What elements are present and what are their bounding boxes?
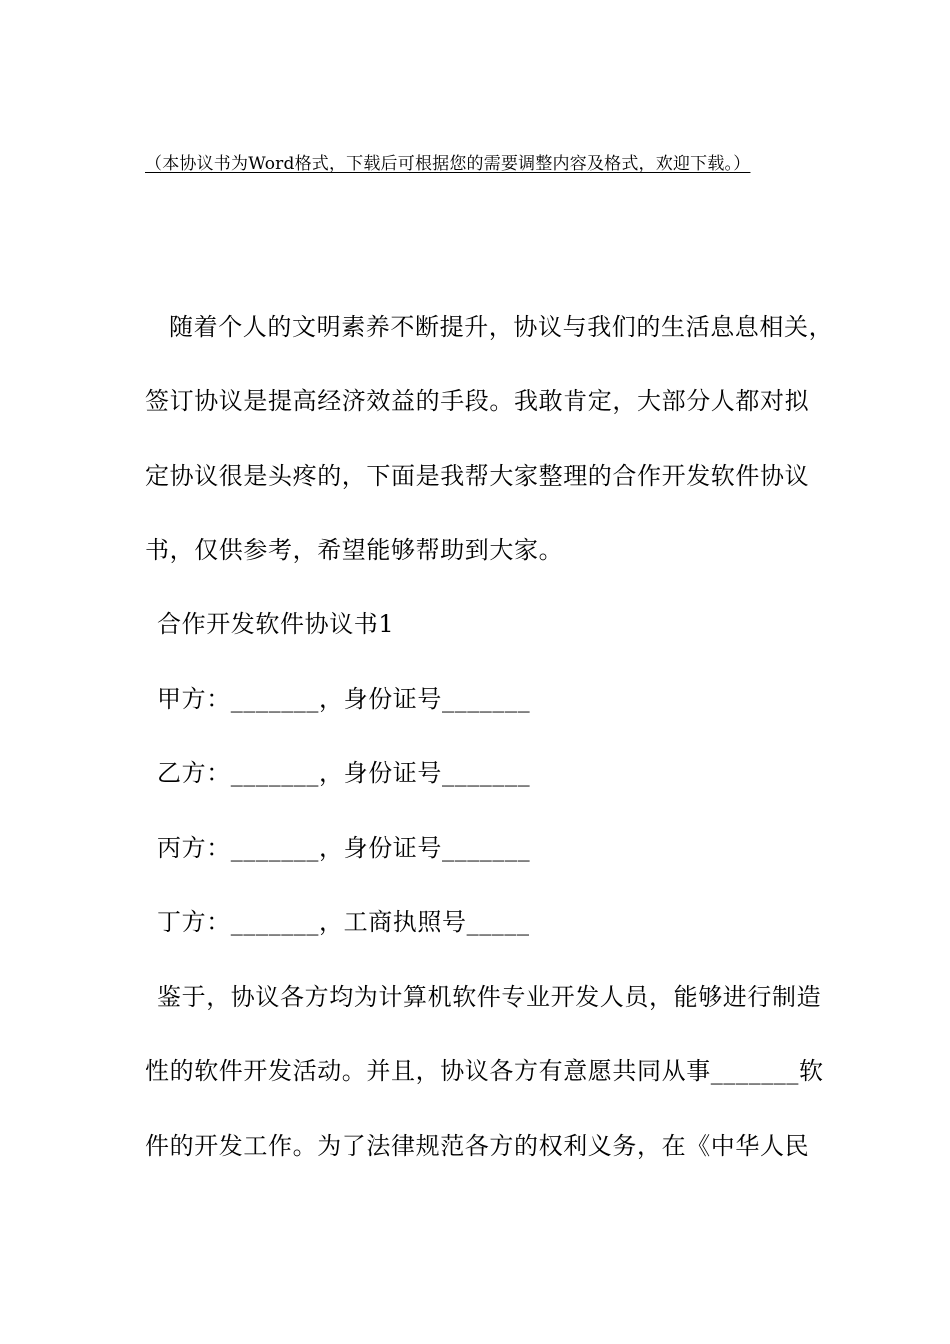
intro-line: 签订协议是提高经济效益的手段。我敢肯定，大部分人都对拟 xyxy=(145,387,810,415)
party-line-d: 丁方：_______，工商执照号_____ xyxy=(157,908,530,936)
intro-line: 书，仅供参考，希望能够帮助到大家。 xyxy=(145,536,564,564)
body-line: 件的开发工作。为了法律规范各方的权利义务，在《中华人民 xyxy=(145,1132,810,1160)
body-line: 性的软件开发活动。并且，协议各方有意愿共同从事_______软 xyxy=(145,1057,824,1085)
section-title: 合作开发软件协议书1 xyxy=(157,610,395,638)
party-line-c: 丙方：_______，身份证号_______ xyxy=(157,834,531,862)
party-line-b: 乙方：_______，身份证号_______ xyxy=(157,759,531,787)
download-notice: （本协议书为Word格式，下载后可根据您的需要调整内容及格式，欢迎下载。） xyxy=(145,154,751,174)
party-line-a: 甲方：_______，身份证号_______ xyxy=(157,685,531,713)
intro-line: 定协议很是头疼的，下面是我帮大家整理的合作开发软件协议 xyxy=(145,462,810,490)
intro-line: 随着个人的文明素养不断提升，协议与我们的生活息息相关， xyxy=(169,313,834,341)
body-line: 鉴于，协议各方均为计算机软件专业开发人员，能够进行制造 xyxy=(157,983,822,1011)
